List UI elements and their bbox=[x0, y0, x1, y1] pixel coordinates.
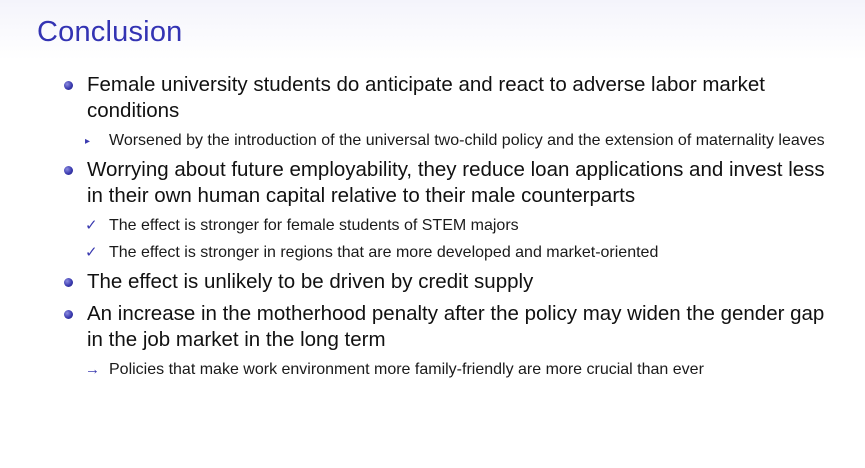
bullet-text: The effect is unlikely to be driven by credit supply bbox=[87, 270, 534, 293]
bullet-list bbox=[0, 72, 865, 386]
sub-bullet bbox=[0, 242, 865, 264]
bullet-point bbox=[0, 157, 865, 209]
arrow-right-icon: → bbox=[85, 361, 100, 378]
bullet-point bbox=[0, 72, 865, 124]
sub-bullet bbox=[0, 130, 865, 152]
sub-bullet-text: Worsened by the introduction of the universal two-child policy and the extension of maternality leaves bbox=[109, 132, 825, 149]
checkmark-icon: ✓ bbox=[85, 244, 98, 261]
bullet-point bbox=[0, 301, 865, 353]
sub-bullet-text: The effect is stronger for female students of STEM majors bbox=[109, 217, 519, 234]
bullet-dot-icon bbox=[64, 166, 73, 175]
sub-bullet-text: The effect is stronger in regions that are more developed and market-oriented bbox=[109, 244, 659, 261]
bullet-text: Worrying about future employability, they reduce loan applications and invest less in their own human capital relative to their male counterparts bbox=[87, 158, 825, 207]
bullet-dot-icon bbox=[64, 310, 73, 319]
sub-bullet bbox=[0, 215, 865, 237]
checkmark-icon: ✓ bbox=[85, 217, 98, 234]
sub-bullet bbox=[0, 359, 865, 381]
bullet-dot-icon bbox=[64, 278, 73, 287]
bullet-text: An increase in the motherhood penalty after the policy may widen the gender gap in the job market in the long term bbox=[87, 302, 825, 351]
sub-bullet-text: Policies that make work environment more family-friendly are more crucial than ever bbox=[109, 361, 704, 378]
bullet-point bbox=[0, 269, 865, 295]
triangle-bullet-icon: ▸ bbox=[85, 136, 91, 147]
slide-title: Conclusion bbox=[37, 16, 183, 48]
bullet-dot-icon bbox=[64, 81, 73, 90]
bullet-text: Female university students do anticipate and react to adverse labor market conditions bbox=[87, 73, 765, 122]
